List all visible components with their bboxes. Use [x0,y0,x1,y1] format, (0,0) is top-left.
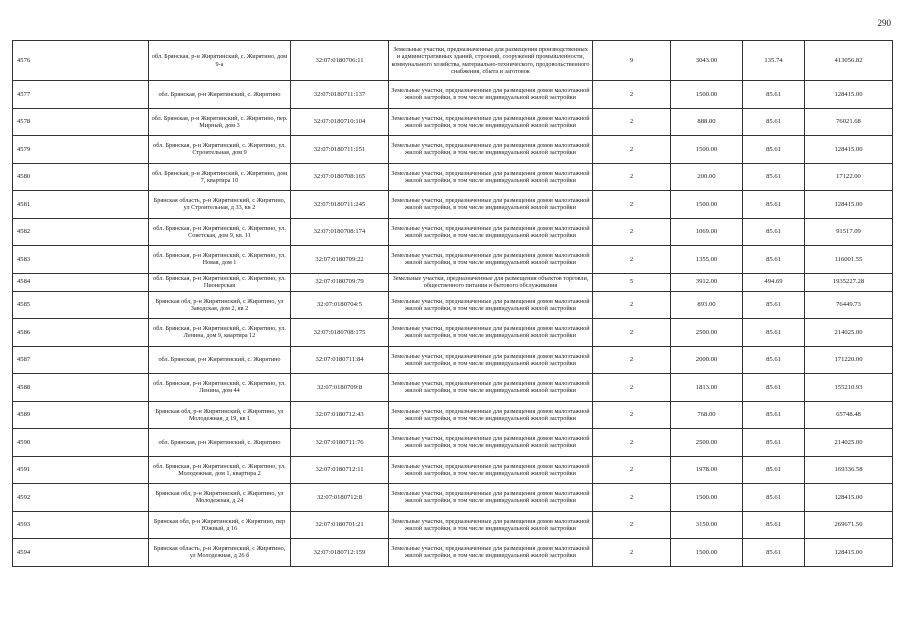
rate-cell: 85.61 [743,191,805,219]
address-cell: обл. Брянская, р-н Жирятинский, с. Жирятино, дом 7, квартира 10 [149,163,291,191]
row-number-cell: 4593 [13,511,149,539]
row-number-cell: 4576 [13,41,149,81]
use-code-cell: 2 [593,456,671,484]
land-use-cell: Земельные участки, предназначенные для размещения домов малоэтажной жилой застройки, в том числе индивидуальной жилой застройки [389,429,593,457]
row-number-cell: 4580 [13,163,149,191]
area-cell: 888.00 [671,108,743,136]
cadastral-value-cell: 1935227.28 [805,273,893,291]
row-number-cell: 4584 [13,273,149,291]
cadastral-value-cell: 214025.00 [805,319,893,347]
cadastral-number-cell: 32:07:0180704:5 [291,291,389,319]
cadastral-number-cell: 32:07:0180712:11 [291,456,389,484]
cadastral-number-cell: 32:07:0180706:11 [291,41,389,81]
area-cell: 1355.00 [671,246,743,274]
area-cell: 1500.00 [671,539,743,567]
use-code-cell: 5 [593,273,671,291]
row-number-cell: 4591 [13,456,149,484]
use-code-cell: 2 [593,539,671,567]
use-code-cell: 2 [593,429,671,457]
land-use-cell: Земельные участки, предназначенные для размещения домов малоэтажной жилой застройки, в том числе индивидуальной жилой застройки [389,108,593,136]
use-code-cell: 2 [593,136,671,164]
area-cell: 3912.00 [671,273,743,291]
address-cell: обл. Брянская, р-н Жирятинский, с. Жирятино [149,346,291,374]
cadastral-value-cell: 128415.00 [805,136,893,164]
address-cell: обл. Брянская, р-н Жирятинский, с. Жирятино, ул. Пионерская [149,273,291,291]
rate-cell: 85.61 [743,163,805,191]
cadastral-value-cell: 128415.00 [805,539,893,567]
cadastral-number-cell: 32:07:0180712:43 [291,401,389,429]
cadastral-value-cell: 155210.93 [805,374,893,402]
address-cell: Брянская обл, р-н Жирятинский, с Жирятино, ул Молодежная, д 24 [149,484,291,512]
use-code-cell: 2 [593,374,671,402]
address-cell: обл. Брянская, р-н Жирятинский, с. Жирятино, ул. Советская, дом 9, кв. 11 [149,218,291,246]
area-cell: 1069.00 [671,218,743,246]
cadastral-number-cell: 32:07:0180711:76 [291,429,389,457]
cadastral-number-cell: 32:07:0180709:79 [291,273,389,291]
land-table [12,40,893,567]
row-number-cell: 4581 [13,191,149,219]
rate-cell: 85.61 [743,291,805,319]
rate-cell: 135.74 [743,41,805,81]
rate-cell: 85.61 [743,246,805,274]
rate-cell: 85.61 [743,511,805,539]
address-cell: обл. Брянская, р-н Жирятинский, с. Жирятино, ул. Ленина, дом 44 [149,374,291,402]
cadastral-number-cell: 32:07:0180701:21 [291,511,389,539]
row-number-cell: 4579 [13,136,149,164]
address-cell: обл. Брянская, р-н Жирятинский, с. Жирятино, ул. Ленина, дом 9, квартира 12 [149,319,291,347]
use-code-cell: 2 [593,346,671,374]
cadastral-number-cell: 32:07:0180709:8 [291,374,389,402]
cadastral-number-cell: 32:07:0180712:159 [291,539,389,567]
use-code-cell: 2 [593,511,671,539]
table-row [13,429,893,457]
area-cell: 768.00 [671,401,743,429]
area-cell: 2500.00 [671,429,743,457]
use-code-cell: 2 [593,246,671,274]
row-number-cell: 4577 [13,81,149,109]
table-row [13,456,893,484]
use-code-cell: 2 [593,484,671,512]
address-cell: обл. Брянская, р-н Жирятинский, с. Жирятино, ул. Новая, дом 1 [149,246,291,274]
row-number-cell: 4583 [13,246,149,274]
land-use-cell: Земельные участки, предназначенные для размещения домов малоэтажной жилой застройки, в том числе индивидуальной жилой застройки [389,511,593,539]
row-number-cell: 4578 [13,108,149,136]
rate-cell: 85.61 [743,374,805,402]
cadastral-value-cell: 269671.50 [805,511,893,539]
rate-cell: 85.61 [743,456,805,484]
address-cell: Брянская обл, р-н Жирятинский, с Жирятино, ул Молодежная, д 19, кв 1 [149,401,291,429]
table-row [13,41,893,81]
rate-cell: 85.61 [743,429,805,457]
cadastral-number-cell: 32:07:0180708:174 [291,218,389,246]
land-use-cell: Земельные участки, предназначенные для размещения производственных и административных зданий, строений, сооружений промышленности, коммунального хозяйства, материально-технического, продовольственного снабжения, сбыта и заготовок [389,41,593,81]
table-row [13,401,893,429]
row-number-cell: 4590 [13,429,149,457]
row-number-cell: 4585 [13,291,149,319]
land-use-cell: Земельные участки, предназначенные для размещения домов малоэтажной жилой застройки, в том числе индивидуальной жилой застройки [389,163,593,191]
land-use-cell: Земельные участки, предназначенные для размещения домов малоэтажной жилой застройки, в том числе индивидуальной жилой застройки [389,81,593,109]
area-cell: 893.00 [671,291,743,319]
land-use-cell: Земельные участки, предназначенные для размещения домов малоэтажной жилой застройки, в том числе индивидуальной жилой застройки [389,346,593,374]
cadastral-value-cell: 76449.73 [805,291,893,319]
rate-cell: 85.61 [743,346,805,374]
table-row [13,319,893,347]
land-use-cell: Земельные участки, предназначенные для размещения домов малоэтажной жилой застройки, в том числе индивидуальной жилой застройки [389,218,593,246]
table-row [13,81,893,109]
land-use-cell: Земельные участки, предназначенные для размещения домов малоэтажной жилой застройки, в том числе индивидуальной жилой застройки [389,401,593,429]
area-cell: 1500.00 [671,136,743,164]
use-code-cell: 2 [593,163,671,191]
area-cell: 2000.00 [671,346,743,374]
land-use-cell: Земельные участки, предназначенные для размещения домов малоэтажной жилой застройки, в том числе индивидуальной жилой застройки [389,539,593,567]
area-cell: 200.00 [671,163,743,191]
cadastral-number-cell: 32:07:0180711:84 [291,346,389,374]
land-use-cell: Земельные участки, предназначенные для размещения домов малоэтажной жилой застройки, в том числе индивидуальной жилой застройки [389,319,593,347]
table-row [13,511,893,539]
table-row [13,218,893,246]
land-use-cell: Земельные участки, предназначенные для размещения домов малоэтажной жилой застройки, в том числе индивидуальной жилой застройки [389,374,593,402]
area-cell: 1813.00 [671,374,743,402]
area-cell: 1500.00 [671,191,743,219]
rate-cell: 85.61 [743,81,805,109]
area-cell: 1978.00 [671,456,743,484]
cadastral-number-cell: 32:07:0180712:8 [291,484,389,512]
cadastral-value-cell: 171220.00 [805,346,893,374]
use-code-cell: 9 [593,41,671,81]
table-row [13,136,893,164]
land-use-cell: Земельные участки, предназначенные для размещения объектов торговли, общественного питания и бытового обслуживания [389,273,593,291]
table-row [13,273,893,291]
row-number-cell: 4592 [13,484,149,512]
table-row [13,163,893,191]
rate-cell: 85.61 [743,108,805,136]
land-use-cell: Земельные участки, предназначенные для размещения домов малоэтажной жилой застройки, в том числе индивидуальной жилой застройки [389,136,593,164]
use-code-cell: 2 [593,291,671,319]
cadastral-value-cell: 128415.00 [805,191,893,219]
rate-cell: 85.61 [743,319,805,347]
use-code-cell: 2 [593,401,671,429]
table-row [13,108,893,136]
area-cell: 2500.00 [671,319,743,347]
row-number-cell: 4589 [13,401,149,429]
address-cell: Брянская область, р-н Жирятинский, с Жирятино, ул Молодежная, д 26 б [149,539,291,567]
row-number-cell: 4586 [13,319,149,347]
area-cell: 1500.00 [671,484,743,512]
table-row [13,246,893,274]
cadastral-number-cell: 32:07:0180708:175 [291,319,389,347]
rate-cell: 85.61 [743,401,805,429]
use-code-cell: 2 [593,218,671,246]
use-code-cell: 2 [593,81,671,109]
address-cell: Брянская обл, р-н Жирятинский, с Жирятино, ул Заводская, дом 2, кв 2 [149,291,291,319]
cadastral-value-cell: 413056.82 [805,41,893,81]
cadastral-value-cell: 17122.00 [805,163,893,191]
address-cell: Брянская обл, р-н Жирятинский, с Жирятино, пер Южный, д 16 [149,511,291,539]
cadastral-value-cell: 128415.00 [805,484,893,512]
land-use-cell: Земельные участки, предназначенные для размещения домов малоэтажной жилой застройки, в том числе индивидуальной жилой застройки [389,484,593,512]
cadastral-value-cell: 76021.68 [805,108,893,136]
table-row [13,484,893,512]
cadastral-value-cell: 214025.00 [805,429,893,457]
cadastral-value-cell: 169336.58 [805,456,893,484]
table-row [13,346,893,374]
table-row [13,374,893,402]
table-row [13,291,893,319]
cadastral-number-cell: 32:07:0180709:22 [291,246,389,274]
table-body [13,41,893,567]
use-code-cell: 2 [593,108,671,136]
cadastral-value-cell: 116001.55 [805,246,893,274]
cadastral-value-cell: 91517.09 [805,218,893,246]
table-row [13,191,893,219]
use-code-cell: 2 [593,191,671,219]
address-cell: обл. Брянская, р-н Жирятинский, с. Жирятино, пер. Мирный, дом 3 [149,108,291,136]
land-use-cell: Земельные участки, предназначенные для размещения домов малоэтажной жилой застройки, в том числе индивидуальной жилой застройки [389,246,593,274]
cadastral-number-cell: 32:07:0180710:104 [291,108,389,136]
address-cell: Брянская область, р-н Жирятинский, с Жирятино, ул Строительная, д 33, кв 2 [149,191,291,219]
address-cell: обл. Брянская, р-н Жирятинский, с. Жирятино [149,429,291,457]
use-code-cell: 2 [593,319,671,347]
area-cell: 3150.00 [671,511,743,539]
land-use-cell: Земельные участки, предназначенные для размещения домов малоэтажной жилой застройки, в том числе индивидуальной жилой застройки [389,291,593,319]
rate-cell: 494.69 [743,273,805,291]
cadastral-number-cell: 32:07:0180711:137 [291,81,389,109]
rate-cell: 85.61 [743,136,805,164]
page-number: 290 [877,18,891,28]
row-number-cell: 4588 [13,374,149,402]
area-cell: 3043.00 [671,41,743,81]
cadastral-value-cell: 65748.48 [805,401,893,429]
rate-cell: 85.61 [743,218,805,246]
land-use-cell: Земельные участки, предназначенные для размещения домов малоэтажной жилой застройки, в том числе индивидуальной жилой застройки [389,191,593,219]
address-cell: обл. Брянская, р-н Жирятинский, с. Жирятино [149,81,291,109]
cadastral-number-cell: 32:07:0180711:245 [291,191,389,219]
cadastral-number-cell: 32:07:0180708:165 [291,163,389,191]
area-cell: 1500.00 [671,81,743,109]
cadastral-number-cell: 32:07:0180711:151 [291,136,389,164]
address-cell: обл. Брянская, р-н Жирятинский, с. Жирятино, дом 9-а [149,41,291,81]
table-row [13,539,893,567]
rate-cell: 85.61 [743,484,805,512]
address-cell: обл. Брянская, р-н Жирятинский, с. Жирятино, ул. Молодежная, дом 1, квартира 2 [149,456,291,484]
row-number-cell: 4587 [13,346,149,374]
rate-cell: 85.61 [743,539,805,567]
land-use-cell: Земельные участки, предназначенные для размещения домов малоэтажной жилой застройки, в том числе индивидуальной жилой застройки [389,456,593,484]
row-number-cell: 4582 [13,218,149,246]
cadastral-value-cell: 128415.00 [805,81,893,109]
address-cell: обл. Брянская, р-н Жирятинский, с. Жирятино, ул. Строительная, дом 9 [149,136,291,164]
row-number-cell: 4594 [13,539,149,567]
